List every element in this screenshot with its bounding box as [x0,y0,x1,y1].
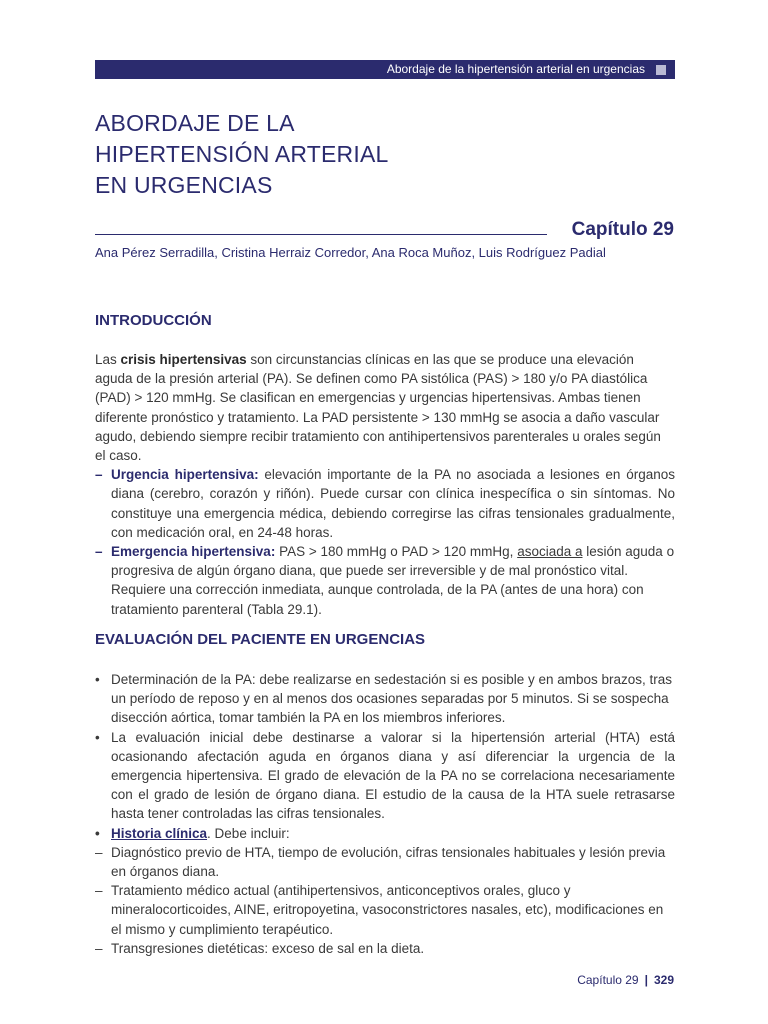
list-item-tratamiento-actual [95,881,675,939]
chapter-title-line-3: EN URGENCIAS [95,172,273,198]
page-footer [577,973,674,987]
chapter-title-line-1: ABORDAJE DE LA [95,110,295,136]
header-square-icon [656,65,666,75]
tratamiento-actual-text: Tratamiento médico actual (antihipertensivos, anticonceptivos orales, gluco y mineralocorticoides, AINE, eritropoyetina, vasoconstrictores nasales, etc), modificaciones en el mismo y cumplimiento terapéutico. [111,883,664,937]
evaluacion-inicial-text: La evaluación inicial debe destinarse a valorar si la hipertensión arterial (HTA) está ocasionando afectación aguda en órganos diana y así diferenciar la urgencia de la emergencia hipertensiva. El grado de elevación de la PA no se correlaciona necesariamente con el grado de lesión de órgano diana. El estudio de la causa de la HTA suele retrasarse hasta tener controladas las cifras tensionales. [111,729,675,822]
running-header-title: Abordaje de la hipertensión arterial en urgencias [386,62,645,76]
urgencia-label: Urgencia hipertensiva: [111,467,259,483]
list-item-evaluacion-inicial [95,728,675,824]
bullet-marker: • [95,825,100,841]
chapter-divider [95,234,547,235]
running-header [95,60,675,79]
historia-clinica-label: Historia clínica [111,825,208,841]
list-item-diagnostico-previo [95,843,675,881]
list-item-determinacion [95,670,675,728]
section-heading-introduccion: INTRODUCCIÓN [95,312,212,329]
page-number: 329 [653,973,674,987]
dash-marker: – [95,940,103,956]
intro-text-rest: son circunstancias clínicas en las que se produce una elevación aguda de la presión arterial (PA). Se definen como PA sistólica (PAS) > 180 y/o PA diastólica (PAD) > 120 mmHg. Se clasifican en emergencias y urgencias hipertensivas. Ambas tienen diferente pronóstico y tratamiento. La PAD persistente > 130 mmHg se asocia a daño vascular agudo, debiendo siempre recibir tratamiento con antihipertensivos parenterales u orales según el caso. [95,352,661,464]
determinacion-text: Determinación de la PA: debe realizarse en sedestación si es posible y en ambos brazos, tras un período de reposo y en al menos dos ocasiones separadas por 5 minutos. Si se sospecha disección aórtica, tomar también la PA en los miembros inferiores. [111,672,673,726]
list-item-historia-clinica [95,824,675,843]
intro-section [95,350,675,619]
chapter-title [95,108,595,201]
bullet-marker: • [95,672,100,687]
chapter-title-line-2: HIPERTENSIÓN ARTERIAL [95,141,389,167]
diagnostico-previo-text: Diagnóstico previo de HTA, tiempo de evolución, cifras tensionales habituales y lesión previa en órganos diana. [111,844,666,880]
intro-paragraph [95,350,675,465]
emergencia-text-start: PAS > 180 mmHg o PAD > 120 mmHg, [275,544,518,560]
evaluation-section [95,670,675,958]
urgencia-text: elevación importante de la PA no asociada a lesiones en órganos diana (cerebro, corazón y riñón). Puede cursar con clínica inespecífica o sin síntomas. No constituye una emergencia médica, debiendo corregirse las cifras tensionales gradualmente, con medicación oral, en 24-48 horas. [111,467,676,540]
intro-text-start: Las [95,352,121,367]
bullet-marker: • [95,729,100,745]
chapter-number: Capítulo 29 [571,219,674,240]
footer-chapter: Capítulo 29 [577,973,639,987]
emergencia-label: Emergencia hipertensiva: [111,544,276,560]
historia-clinica-text: . Debe incluir: [207,825,290,841]
crisis-term: crisis hipertensivas [120,352,247,367]
dash-marker: – [95,844,103,860]
list-item-emergencia [95,542,675,619]
authors: Ana Pérez Serradilla, Cristina Herraiz Corredor, Ana Roca Muñoz, Luis Rodríguez Padial [95,245,606,260]
list-item-urgencia [95,465,675,542]
dash-marker: – [95,544,103,560]
dash-marker: – [95,467,103,483]
dash-marker: – [95,883,103,899]
list-item-transgresiones [95,939,675,958]
transgresiones-text: Transgresiones dietéticas: exceso de sal en la dieta. [111,940,425,956]
section-heading-evaluacion: EVALUACIÓN DEL PACIENTE EN URGENCIAS [95,631,426,648]
emergencia-text-rest: lesión aguda o progresiva de algún órgano diana, que puede ser irreversible y de mal pronóstico vital. Requiere una corrección inmediata, aunque controlada, de la PA (antes de una hora) con tratamiento parenteral (Tabla 29.1). [111,544,675,617]
footer-separator: | [644,973,648,987]
asociada-underlined: asociada a [517,544,583,560]
